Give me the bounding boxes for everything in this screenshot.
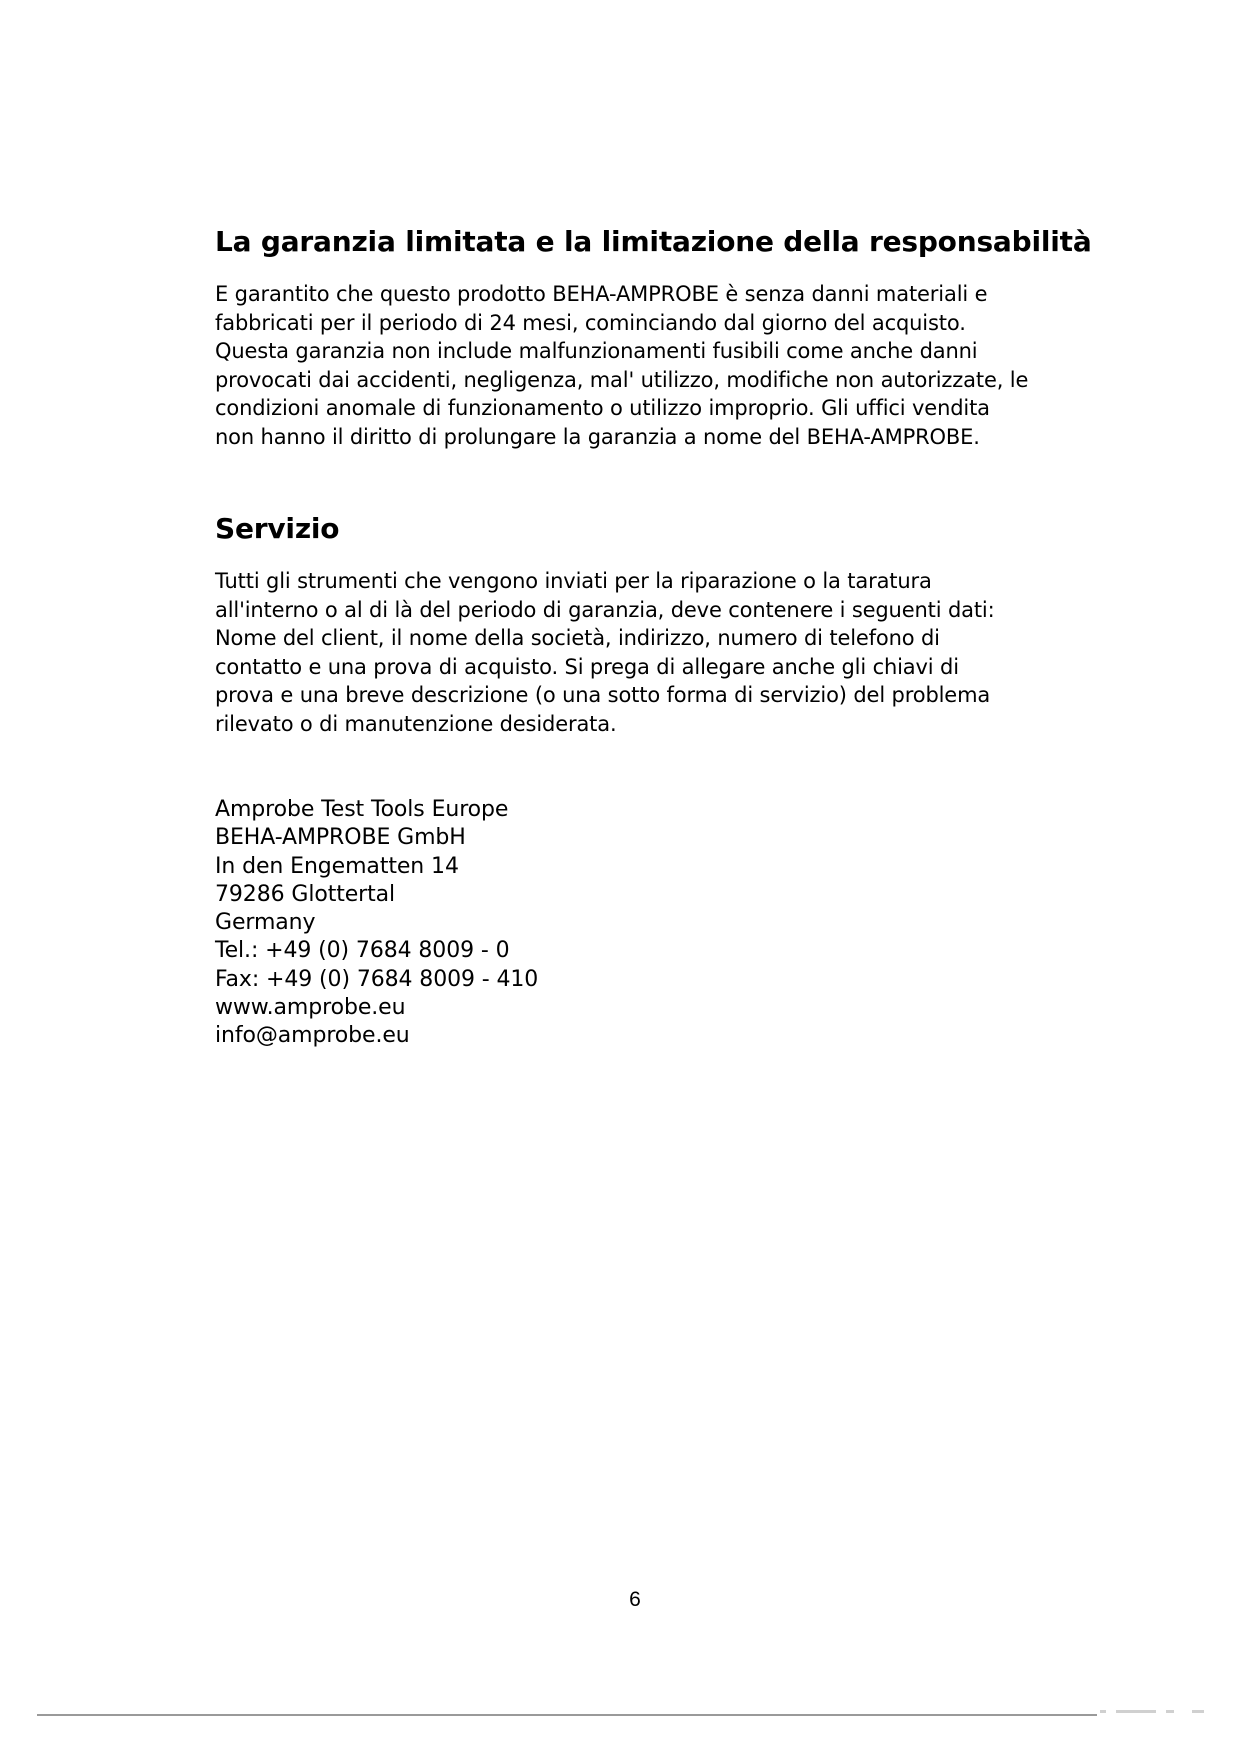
warranty-text	[215, 280, 1095, 451]
footer-decoration	[1100, 1708, 1210, 1718]
warranty-line: condizioni anomale di funzionamento o utilizzo improprio. Gli uffici vendita	[215, 396, 990, 420]
footer-divider	[37, 1714, 1097, 1716]
warranty-line: fabbricati per il periodo di 24 mesi, cominciando dal giorno del acquisto.	[215, 310, 966, 335]
fax-number: Fax: +49 (0) 7684 8009 - 410	[215, 966, 539, 992]
phone-number: Tel.: +49 (0) 7684 8009 - 0	[215, 938, 510, 964]
contact-address	[215, 796, 1095, 1051]
country: Germany	[215, 910, 316, 936]
warranty-line: Questa garanzia non include malfunzionamenti fusibili come anche danni	[215, 339, 978, 363]
service-line: rilevato o di manutenzione desiderata.	[215, 711, 617, 736]
website-link[interactable]: www.amprobe.eu	[215, 995, 406, 1021]
warranty-section	[215, 222, 1095, 451]
service-line: contatto e una prova di acquisto. Si prega di allegare anche gli chiavi di	[215, 654, 959, 679]
warranty-line: non hanno il diritto di prolungare la garanzia a nome del BEHA-AMPROBE.	[215, 424, 980, 449]
email-link[interactable]: info@amprobe.eu	[215, 1023, 410, 1049]
service-text	[215, 567, 1095, 738]
service-line: all'interno o al di là del periodo di garanzia, deve contenere i seguenti dati:	[215, 597, 995, 622]
warranty-line: provocati dai accidenti, negligenza, mal' utilizzo, modifiche non autorizzate, le	[215, 367, 1029, 392]
legal-name: BEHA-AMPROBE GmbH	[215, 825, 466, 851]
page-number: 6	[629, 1588, 641, 1611]
warranty-title: La garanzia limitata e la limitazione della responsabilità	[215, 225, 1092, 258]
company-name: Amprobe Test Tools Europe	[215, 797, 509, 822]
warranty-line: E garantito che questo prodotto BEHA-AMPROBE è senza danni materiali e	[215, 282, 988, 306]
service-line: Nome del client, il nome della società, indirizzo, numero di telefono di	[215, 626, 940, 650]
page-content	[215, 222, 1095, 1051]
service-line: prova e una breve descrizione (o una sotto forma di servizio) del problema	[215, 683, 991, 707]
service-line: Tutti gli strumenti che vengono inviati per la riparazione o la taratura	[215, 569, 932, 593]
service-section	[215, 509, 1095, 738]
service-title: Servizio	[215, 512, 340, 545]
street-address: In den Engematten 14	[215, 853, 459, 879]
postal-city: 79286 Glottertal	[215, 881, 396, 907]
